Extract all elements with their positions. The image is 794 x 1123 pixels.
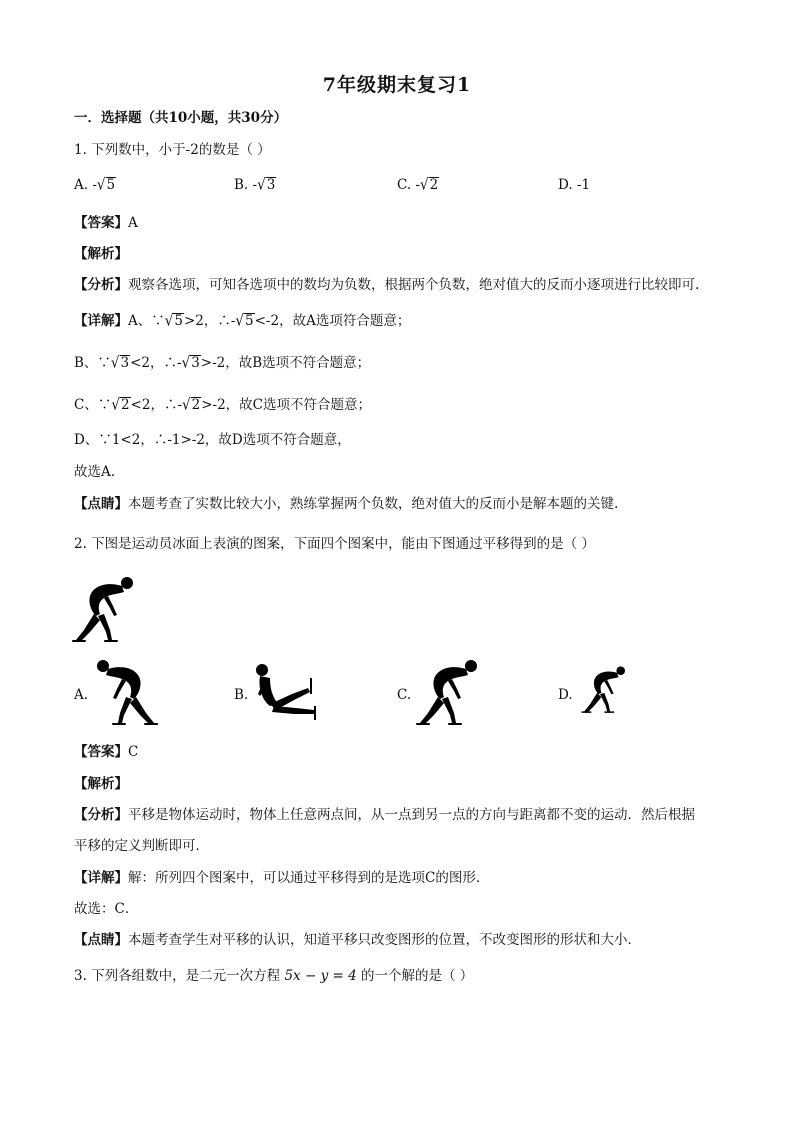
q1-fenxi: 【分析】观察各选项，可知各选项中的数均为负数，根据两个负数，绝对值大的反而小逐项进行比较即可. (74, 277, 700, 293)
q1-detail-b: B、∵√3<2，∴-√3>-2，故B选项不符合题意； (74, 353, 371, 373)
q1-analysis-tag: 【解析】 (74, 246, 128, 262)
q2-option-b: B. (234, 687, 249, 703)
q1-option-b: B. -√3 (234, 175, 276, 195)
q3-stem: 3. 下列各组数中，是二元一次方程 5x − y = 4 的一个解的是（ ） (74, 968, 474, 984)
q1-detail-c: C、∵√2<2，∴-√2>-2，故C选项不符合题意； (74, 395, 372, 415)
q2-analysis-tag: 【解析】 (74, 776, 128, 792)
page-title: 7年级期末复习1 (322, 74, 472, 96)
q3-equation: 5x − y = 4 (284, 968, 357, 984)
q1-detail-a: 【详解】A、∵√5>2，∴-√5<-2，故A选项符合题意； (74, 311, 411, 331)
q1-answer: 【答案】A (74, 215, 138, 231)
q2-option-d: D. (558, 687, 573, 703)
skater-option-a-image (90, 657, 160, 729)
q2-dianjing: 【点睛】本题考查学生对平移的认识，知道平移只改变图形的位置，不改变图形的形状和大小． (74, 932, 641, 948)
q1-dianjing: 【点睛】本题考查了实数比较大小，熟练掌握两个负数，绝对值大的反而小是解本题的关键. (74, 496, 619, 512)
skater-reference-image (70, 574, 140, 646)
q1-option-d: D. -1 (558, 177, 591, 193)
section-heading: 一．选择题（共10小题，共30分） (74, 110, 288, 126)
q2-option-a: A. (74, 687, 89, 703)
q2-option-c: C. (397, 687, 412, 703)
q2-stem: 2. 下图是运动员冰面上表演的图案，下面四个图案中，能由下图通过平移得到的是（ ） (74, 536, 595, 552)
skater-option-b-image (252, 660, 326, 724)
q2-choose: 故选：C． (74, 901, 139, 917)
q1-option-c: C. -√2 (397, 175, 439, 195)
skater-option-c-image (414, 657, 484, 729)
q2-fenxi-2: 平移的定义判断即可． (74, 838, 209, 854)
q1-choose: 故选A. (74, 464, 116, 480)
q1-option-a: A. -√5 (74, 175, 116, 195)
skater-option-d-image (580, 664, 630, 716)
q1-stem: 1. 下列数中，小于-2的数是（ ） (74, 142, 271, 158)
q1-detail-d: D、∵1<2，∴-1>-2，故D选项不符合题意， (74, 432, 351, 448)
q2-fenxi-1: 【分析】平移是物体运动时，物体上任意两点间，从一点到另一点的方向与距离都不变的运动．然后根据 (74, 807, 695, 823)
q2-answer: 【答案】C (74, 744, 139, 760)
q2-detail: 【详解】解：所列四个图案中，可以通过平移得到的是选项C的图形． (74, 870, 490, 886)
